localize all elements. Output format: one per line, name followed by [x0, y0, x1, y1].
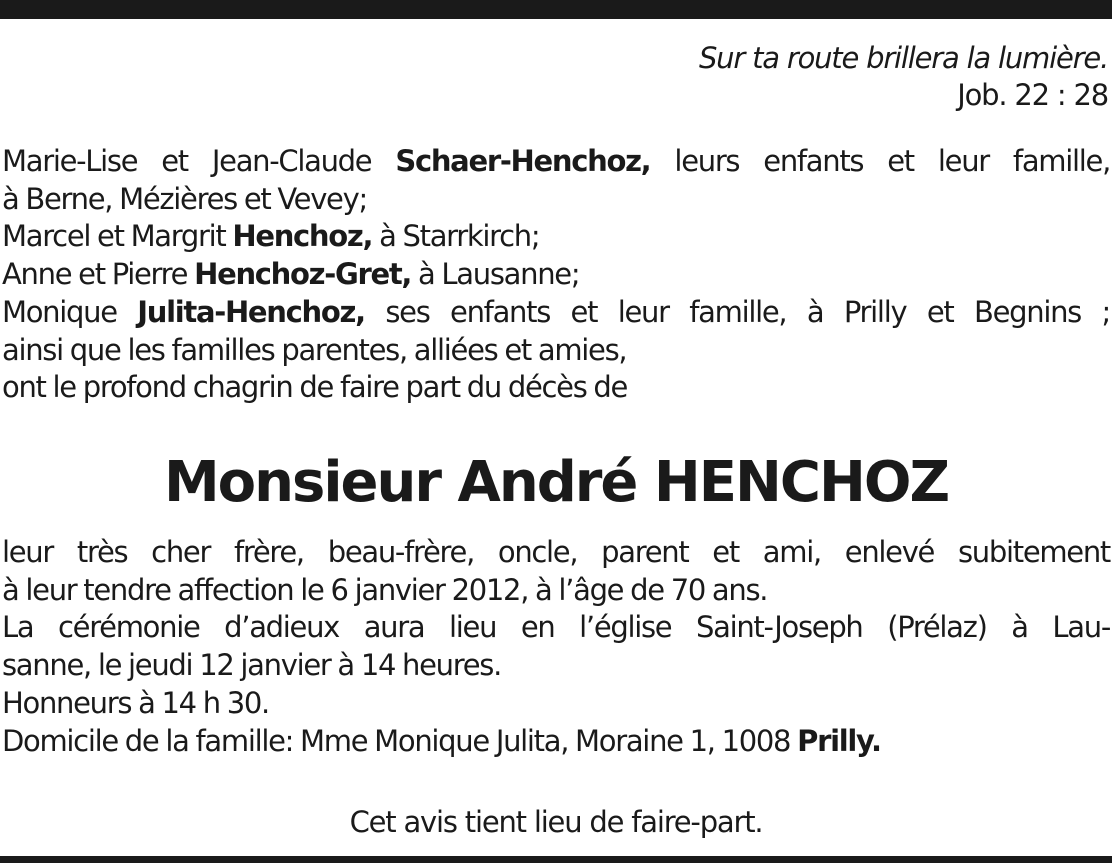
family-details: leurs enfants et leur famille,: [650, 144, 1110, 178]
family-details: à Starrkirch;: [372, 219, 540, 254]
top-divider: [0, 0, 1112, 19]
family-line: ainsi que les familles parentes, alliées et amies,: [2, 332, 627, 367]
family-surname: Schaer-Henchoz,: [395, 144, 651, 178]
epigraph-reference: Job. 22 : 28: [957, 78, 1108, 112]
details-line: Honneurs à 14 h 30.: [2, 685, 269, 720]
family-names: Marcel et Margrit: [2, 219, 233, 254]
family-line: ont le profond chagrin de faire part du décès de: [2, 370, 628, 405]
family-surname: Henchoz-Gret,: [194, 257, 412, 292]
address-text: Domicile de la famille: Mme Monique Julita, Moraine 1, 1008: [2, 723, 798, 758]
family-surname: Julita-Henchoz,: [137, 294, 365, 329]
family-names: Anne et Pierre: [2, 257, 195, 292]
deceased-name: Monsieur André HENCHOZ: [163, 450, 949, 515]
address-city: Prilly.: [797, 723, 881, 758]
family-details: ses enfants et leur famille, à Prilly et Begnins ;: [364, 294, 1110, 329]
family-line: [2, 256, 1110, 294]
family-details: à Lausanne;: [411, 257, 580, 292]
details-line: à leur tendre affection le 6 janvier 2012, à l’âge de 70 ans.: [2, 572, 768, 607]
details-line: sanne, le jeudi 12 janvier à 14 heures.: [2, 648, 501, 683]
family-announcement: [2, 143, 1110, 407]
footer-note: Cet avis tient lieu de faire-part.: [349, 805, 763, 839]
bottom-divider: [0, 856, 1112, 863]
family-surname: Henchoz,: [232, 219, 373, 254]
ceremony-details: [2, 534, 1110, 760]
family-names: Monique: [2, 294, 138, 329]
family-line: [2, 294, 1110, 332]
family-line: [2, 143, 1110, 181]
family-line: à Berne, Mézières et Vevey;: [2, 181, 367, 216]
details-line: leur très cher frère, beau-frère, oncle, parent et ami, enlevé subitement: [2, 535, 1110, 569]
family-address: [2, 723, 1110, 761]
family-names: Marie-Lise et Jean-Claude: [2, 144, 396, 178]
epigraph-quote: Sur ta route brillera la lumière.: [698, 41, 1108, 75]
family-line: [2, 218, 1110, 256]
details-line: La cérémonie d’adieux aura lieu en l’église Saint-Joseph (Prélaz) à Lau-: [2, 610, 1110, 645]
epigraph: [699, 40, 1108, 114]
